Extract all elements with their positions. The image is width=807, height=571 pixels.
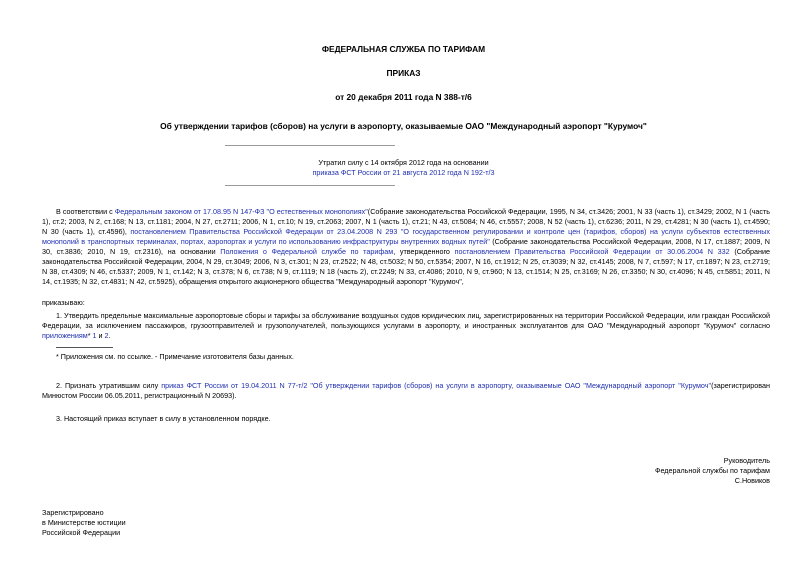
signature-position: Руководитель xyxy=(723,456,770,465)
link-repealed-order[interactable]: приказ ФСТ России от 19.04.2011 N 77-т/2 "Об утверждении тарифов (сборов) на услуги в аэропорту, оказываемые ОАО "Международный аэропорт "Курумоч" xyxy=(161,381,712,390)
orders-word: приказываю: xyxy=(42,298,85,307)
link-appendices[interactable]: приложениям xyxy=(42,331,88,340)
registered-line-3: Российской Федерации xyxy=(42,528,121,537)
link-appendix-2[interactable]: 2 xyxy=(104,331,109,340)
link-appendix-1[interactable]: 1 xyxy=(92,331,97,340)
order-item-1: 1. Утвердить предельные максимальные аэропортовые сборы и тарифы за обслуживание воздушных судов юридических лиц, зарегистрированных на территории Российской Федерации, или граждан Российской Федерации, за исключением пассажиров, грузоотправителей и грузополучателей, пользующихся услугами в аэропорту, и иностранных эксплуатантов для ОАО "Международный аэропорт "Курумоч" согласно приложениям* 1 и 2. xyxy=(42,311,770,340)
footnote-divider xyxy=(56,347,113,348)
document-type: ПРИКАЗ xyxy=(386,68,421,78)
preamble-paragraph: В соответствии с Федеральным законом от 17.08.95 N 147-ФЗ "О естественных монополиях"(Собрание законодательства Российской Федерации, 1995, N 34, ст.3426; 2001, N 33 (часть 1), ст.3429; 2002, N 1 (часть 1), ст.2; 2003, N 2, ст.168; N 13, ст.1181; 2004, N 27, ст.2711; 2006, N 1, ст.10; N 19, ст.2063; 2007, N 1 (часть 1), ст.21; N 43, ст.5084; N 46, ст.5557; 2008, N 52 (часть 1), ст.6236; 2011, N 29, ст.4281; N 30 (часть 1), ст.4590; N 30 (часть 1), ст.4596), постановлением Правительства Российской Федерации от 23.04.2008 N 293 "О государственном регулировании и контроле цен (тарифов, сборов) на услуги субъектов естественных монополий в транспортных терминалах, портах, аэропортах и услуги по использованию инфраструктуры внутренних водных путей" (Собрание законодательства Российской Федерации, 2008, N 17, ст.1887; 2009, N 30, ст.3836; 2010, N 19, ст.2316), на основании Положения о Федеральной службе по тарифам, утвержденного постановлением Правительства Российской Федерации от 30.06.2004 N 332 (Собрание законодательства Российской Федерации, 2004, N 29, ст.3049; 2006, N 3, ст.301; N 23, ст.2522; N 48, ст.5032; N 50, ст.5354; 2007, N 16, ст.1912; N 25, ст.3039; N 32, ст.4145; 2008, N 7, ст.597; N 17, ст.1897; N 23, ст.2719; N 38, ст.4309; N 46, ст.5337; 2009, N 1, ст.142; N 3, ст.378; N 6, ст.738; N 9, ст.1119; N 18 (часть 2), ст.2249; N 33, ст.4086; 2010, N 9, ст.960; N 13, ст.1514; N 25, ст.3169; N 26, ст.3350; N 30, ст.4096; N 45, ст.5851; 2011, N 14, ст.1935; N 32, ст.4831; N 42, ст.5925), обращения открытого акционерного общества "Международный аэропорт "Курумоч", xyxy=(42,207,770,286)
document-date-number: от 20 декабря 2011 года N 388-т/6 xyxy=(335,92,472,102)
divider-top xyxy=(225,145,395,146)
status-link[interactable]: приказа ФСТ России от 21 августа 2012 года N 192-т/3 xyxy=(312,168,495,177)
link-fst-regulation[interactable]: Положения о Федеральной службе по тарифам xyxy=(220,247,394,256)
link-government-decree-332[interactable]: постановлением Правительства Российской Федерации от 30.06.2004 N 332 xyxy=(454,247,730,256)
footnote: * Приложения см. по ссылке. - Примечание изготовителя базы данных. xyxy=(56,352,294,361)
status-line: Утратил силу с 14 октября 2012 года на основании xyxy=(318,158,489,167)
agency-name: ФЕДЕРАЛЬНАЯ СЛУЖБА ПО ТАРИФАМ xyxy=(321,44,486,54)
signature-organization: Федеральной службы по тарифам xyxy=(655,466,770,475)
status-link-wrap xyxy=(0,168,807,178)
link-federal-law[interactable]: Федеральным законом от 17.08.95 N 147-ФЗ "О естественных монополиях" xyxy=(114,207,368,216)
signature-name: С.Новиков xyxy=(734,476,770,485)
order-item-2: 2. Признать утратившим силу приказ ФСТ России от 19.04.2011 N 77-т/2 "Об утверждении тарифов (сборов) на услуги в аэропорту, оказываемые ОАО "Международный аэропорт "Курумоч"(зарегистрирован Минюстом России 06.05.2011, регистрационный N 20693). xyxy=(42,381,770,400)
document-title: Об утверждении тарифов (сборов) на услуги в аэропорту, оказываемые ОАО "Международный аэропорт "Курумоч" xyxy=(160,121,647,131)
divider-bottom xyxy=(225,185,395,186)
link-government-decree-293[interactable]: постановлением Правительства Российской Федерации от 23.04.2008 N 293 "О государственном регулировании и контроле цен (тарифов, сборов) на услуги субъектов естественных монополий в транспортных терминалах, портах, аэропортах и услуги по использованию инфраструктуры внутренних водных путей" xyxy=(42,227,770,246)
registered-line-2: в Министерстве юстиции xyxy=(42,518,126,527)
registered-line-1: Зарегистрировано xyxy=(42,508,104,517)
order-item-3: 3. Настоящий приказ вступает в силу в установленном порядке. xyxy=(56,414,271,423)
